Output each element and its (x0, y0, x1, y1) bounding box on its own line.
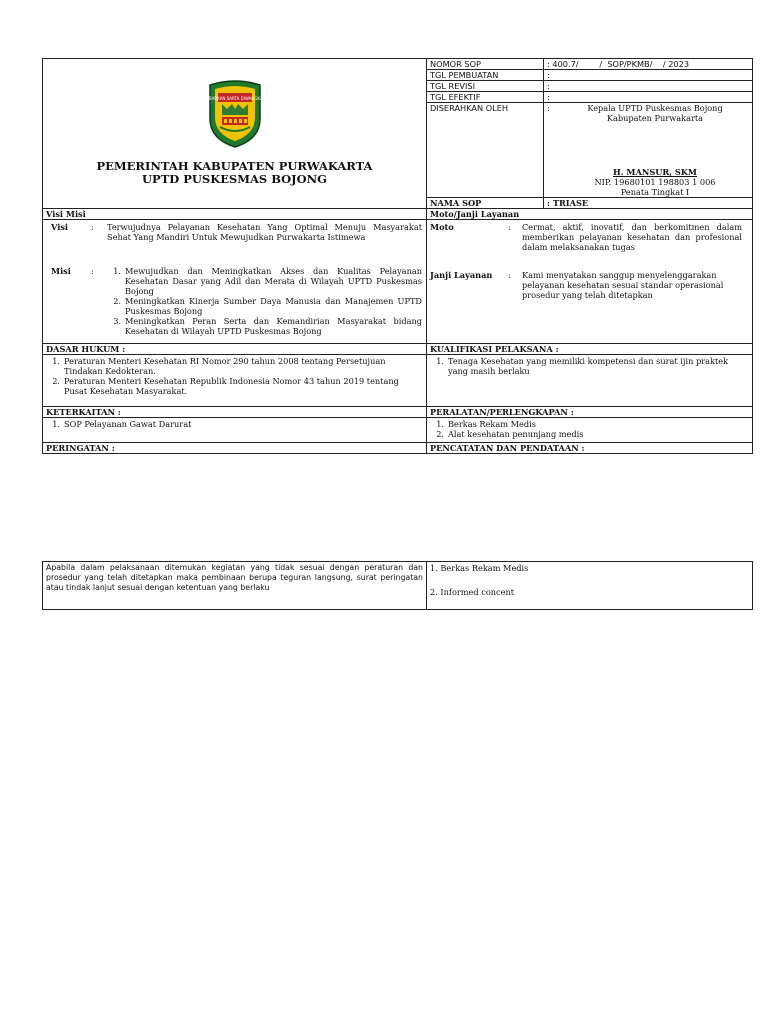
meta-label: NOMOR SOP (427, 59, 544, 70)
kualifikasi-cell (427, 355, 753, 407)
janji-text: Kami menyatakan sanggup menyelenggarakan pelayanan kesehatan sesuai standar operasional prosedur yang telah ditetapkan (522, 270, 724, 300)
keterkaitan-list (46, 419, 423, 429)
emblem-banner: KIBARKAN SARTA DIWANGKAT (204, 96, 265, 101)
unit-name: UPTD PUSKESMAS BOJONG (142, 172, 327, 186)
approver-title: Kepala UPTD Puskesmas Bojong (587, 103, 723, 113)
kualifikasi-list (430, 356, 749, 376)
dasar-hukum-list (46, 356, 423, 396)
misi-label: Misi (51, 266, 71, 276)
pencatatan-cell (427, 562, 753, 610)
peralatan-list (430, 419, 749, 439)
keterkaitan-cell (43, 418, 427, 443)
approver-region: Kabupaten Purwakarta (606, 113, 704, 123)
moto-text: Cermat, aktif, inovatif, dan berkomitmen dalam memberikan pelayanan kesehatan dan profesional dalam melaksanakan tugas (522, 222, 742, 252)
meta-value: : (544, 92, 753, 103)
approver-colon: : (547, 103, 550, 113)
moto-label: Moto (430, 222, 454, 232)
keterkaitan-heading: KETERKAITAN : (43, 407, 427, 418)
meta-label: TGL PEMBUATAN (427, 70, 544, 81)
peringatan-pencatatan-table (42, 561, 753, 610)
moto-cell (427, 220, 753, 344)
list-item: 1. Berkas Rekam Medis (430, 563, 529, 573)
diserahkan-label: DISERAHKAN OLEH (427, 103, 544, 198)
meta-value: : (544, 81, 753, 92)
list-item: 2. Meningkatkan Kinerja Sumber Daya Manusia dan Manajemen UPTD Puskesmas Bojong (113, 296, 422, 316)
sop-header-table (42, 58, 753, 454)
peralatan-cell (427, 418, 753, 443)
regency-logo (204, 79, 266, 149)
list-item: 1. Mewujudkan dan Meningkatkan Akses dan Kualitas Pelayanan Kesehatan Dasar yang Adil dan Merata di Wilayah UPTD Puskesmas Bojong (113, 266, 422, 296)
janji-label: Janji Layanan (430, 270, 493, 280)
kualifikasi-heading: KUALIFIKASI PELAKSANA : (427, 344, 753, 355)
purwakarta-emblem-icon (204, 79, 266, 149)
signer-nip: NIP. 19680101 198803 1 006 (594, 177, 716, 187)
moto-heading: Moto/Janji Layanan (427, 209, 753, 220)
visi-label: Visi (51, 222, 69, 232)
nama-sop-label: NAMA SOP (427, 198, 544, 209)
list-item: 2. Informed concent (430, 587, 515, 597)
list-item: 1. Berkas Rekam Medis (436, 419, 536, 429)
signer-name: H. MANSUR, SKM (613, 167, 697, 177)
dasar-hukum-cell (43, 355, 427, 407)
meta-label: TGL REVISI (427, 81, 544, 92)
visi-text: Terwujudnya Pelayanan Kesehatan Yang Optimal Menuju Masyarakat Sehat Yang Mandiri Untuk Mewujudkan Purwakarta Istimewa (107, 222, 422, 242)
visi-misi-cell (43, 220, 427, 344)
pencatatan-heading: PENCATATAN DAN PENDATAAN : (427, 443, 753, 454)
peralatan-heading: PERALATAN/PERLENGKAPAN : (427, 407, 753, 418)
peringatan-heading: PERINGATAN : (43, 443, 427, 454)
list-item: 1. Tenaga Kesehatan yang memiliki kompetensi dan surat ijin praktek yang masih berlaku (436, 356, 729, 376)
meta-value: : 400.7/ / SOP/PKMB/ / 2023 (544, 59, 753, 70)
janji-colon: : (508, 270, 511, 280)
list-item: 3. Meningkatkan Peran Serta dan Kemandirian Masyarakat bidang Kesehatan di Wilayah UPTD Puskesmas Bojong (113, 316, 422, 336)
meta-label: TGL EFEKTIF (427, 92, 544, 103)
signer-rank: Penata Tingkat I (620, 187, 690, 197)
list-item: 2. Alat kesehatan penunjang medis (436, 429, 584, 439)
list-item: 1. SOP Pelayanan Gawat Darurat (52, 419, 192, 429)
misi-list (107, 266, 422, 336)
nama-sop-value: : TRIASE (544, 198, 753, 209)
dasar-hukum-heading: DASAR HUKUM : (43, 344, 427, 355)
org-name: PEMERINTAH KABUPATEN PURWAKARTA (96, 159, 373, 173)
meta-value: : (544, 70, 753, 81)
peringatan-text: Apabila dalam pelaksanaan ditemukan kegiatan yang tidak sesuai dengan peraturan dan prosedur yang telah ditetapkan maka pembinaan berupa teguran langsung, surat peringatan atau tindak lanjut sesuai dengan ketentuan yang berlaku (43, 562, 427, 610)
visi-misi-heading: Visi Misi (43, 209, 427, 220)
visi-colon: : (91, 222, 94, 232)
org-identity-cell (43, 59, 427, 209)
list-item: 1. Peraturan Menteri Kesehatan RI Nomor 290 tahun 2008 tentang Persetujuan Tindakan Kedokteran. (52, 356, 386, 376)
approver-cell (544, 103, 753, 198)
misi-colon: : (91, 266, 94, 276)
list-item: 2. Peraturan Menteri Kesehatan Republik Indonesia Nomor 43 tahun 2019 tentang Pusat Kesehatan Masyarakat. (52, 376, 399, 396)
moto-colon: : (508, 222, 511, 232)
